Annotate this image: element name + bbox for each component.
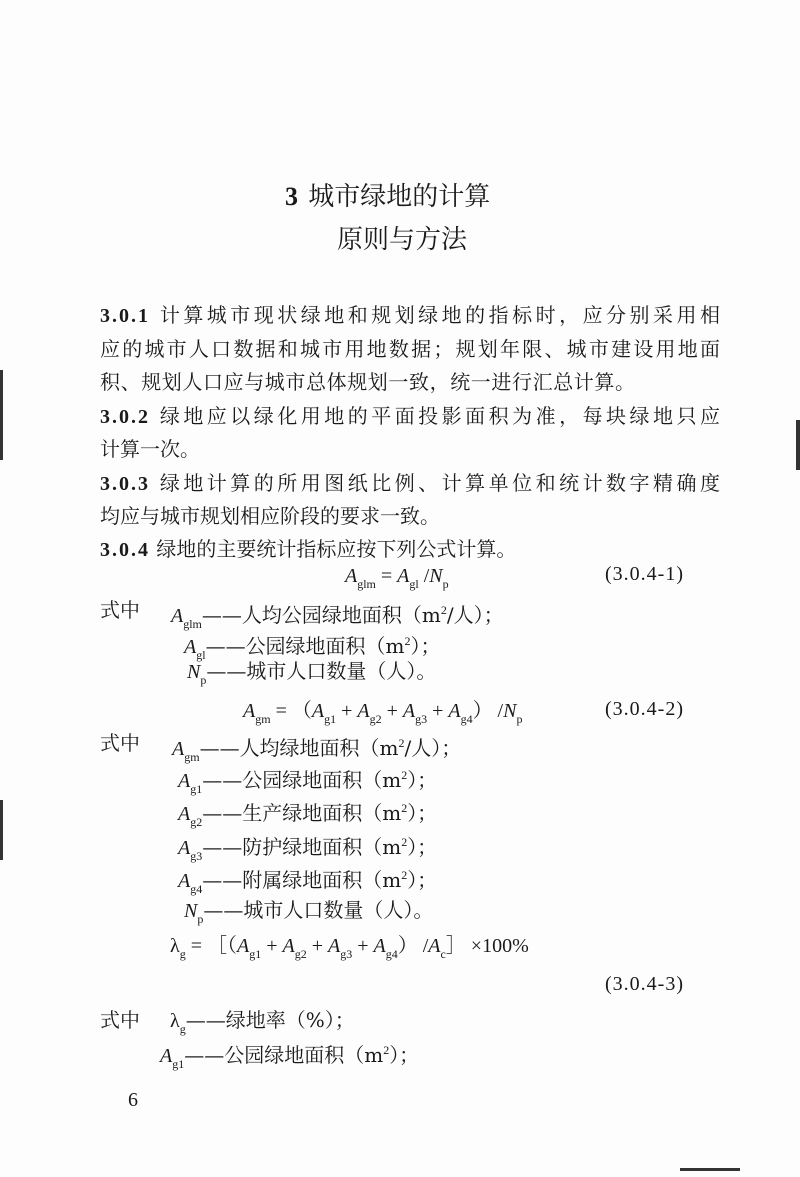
equation-label: (3.0.4-1) [605, 563, 684, 585]
text-segment: N [503, 700, 517, 722]
paragraph-line [100, 504, 440, 528]
subscript: g1 [249, 947, 262, 961]
paragraph-line [100, 337, 720, 361]
subscript: g [179, 947, 186, 961]
text-segment: = [375, 565, 398, 587]
text-segment: 绿地应以绿化用地的平面投影面积为准，每块绿地只应 [150, 404, 720, 428]
text-segment: ——生产绿地面积（m [202, 801, 402, 825]
text-segment: A [178, 837, 191, 859]
superscript: 2 [383, 1043, 390, 1057]
text-segment: /人）； [404, 736, 462, 760]
scan-edge-mark [796, 420, 800, 470]
clause-number: 3.0.3 [100, 473, 150, 495]
subscript: g4 [190, 882, 203, 896]
text-segment: A [373, 935, 386, 957]
text-segment: / [418, 565, 430, 587]
text-segment: A [178, 770, 191, 792]
subscript: gm [184, 750, 200, 764]
formula-3-0-4-2 [243, 698, 522, 731]
variable-definition [187, 659, 436, 692]
clause-number: 3.0.1 [100, 305, 150, 327]
text-segment: 均应与城市规划相应阶段的要求一致。 [100, 504, 440, 528]
clause-3-0-3 [100, 471, 720, 496]
subscript: g1 [324, 712, 337, 726]
text-segment: N [184, 900, 198, 922]
subscript: g [179, 1022, 186, 1036]
text-segment: 计算城市现状绿地和规划绿地的指标时，应分别采用相 [150, 303, 720, 327]
page-number: 6 [128, 1089, 138, 1111]
subscript: g1 [190, 782, 203, 796]
text-segment: ）； [407, 801, 438, 825]
text-segment: λ [170, 1010, 180, 1032]
equation-label: (3.0.4-2) [605, 698, 684, 720]
subscript: gl [409, 577, 419, 591]
text-segment: ） / [397, 935, 429, 957]
text-segment: ——人均公园绿地面积（m [201, 603, 441, 627]
text-segment: ——公园绿地面积（m [205, 634, 405, 658]
formula-3-0-4-3 [170, 933, 529, 966]
subscript: p [516, 712, 523, 726]
text-segment: N [187, 661, 201, 683]
superscript: 2 [401, 801, 408, 815]
text-segment: ） / [472, 700, 504, 722]
subscript: glm [357, 577, 376, 591]
text-segment: A [345, 565, 358, 587]
text-segment: A [178, 803, 191, 825]
subscript: g2 [294, 947, 307, 961]
clause-3-0-1 [100, 303, 720, 328]
subscript: c [440, 947, 446, 961]
scan-edge-mark [0, 800, 3, 860]
paragraph-line [100, 370, 636, 394]
text-segment: A [243, 700, 256, 722]
text-segment: A [327, 935, 341, 957]
subscript: p [200, 673, 207, 687]
text-segment: A [402, 700, 416, 722]
where-label: 式中 [100, 598, 140, 622]
text-segment: 应的城市人口数据和城市用地数据；规划年限、城市建设用地面 [100, 337, 720, 361]
text-segment: ——绿地率（%）； [185, 1008, 355, 1032]
superscript: 2 [401, 768, 408, 782]
text-segment: A [282, 935, 295, 957]
superscript: 2 [401, 835, 408, 849]
clause-3-0-4 [100, 537, 516, 562]
text-segment: A [311, 700, 325, 722]
text-segment: 绿地计算的所用图纸比例、计算单位和统计数字精确度 [150, 471, 720, 495]
text-segment: /人）； [446, 603, 504, 627]
text-segment: ）； [389, 1043, 420, 1067]
superscript: 2 [440, 603, 447, 617]
subscript: g3 [340, 947, 353, 961]
text-segment: A [160, 1045, 173, 1067]
text-segment: ）； [410, 634, 441, 658]
variable-definition [178, 796, 437, 834]
subscript: p [442, 577, 449, 591]
text-segment: A [357, 700, 370, 722]
subscript: g4 [385, 947, 398, 961]
where-label: 式中 [100, 1008, 140, 1032]
text-segment: + [427, 700, 449, 722]
where-label: 式中 [100, 731, 140, 755]
text-segment: ——城市人口数量（人）。 [203, 898, 434, 922]
text-segment: + [336, 700, 358, 722]
superscript: 2 [401, 868, 408, 882]
text-segment: 绿地的主要统计指标应按下列公式计算。 [150, 537, 517, 561]
subscript: glm [183, 617, 202, 631]
variable-definition [184, 898, 433, 931]
text-segment: ——城市人口数量（人）。 [206, 659, 437, 683]
text-segment: = ［（ [185, 935, 237, 957]
chapter-subtitle [337, 225, 467, 255]
subscript: g2 [190, 815, 203, 829]
text-segment: 城市绿地的计算 [300, 182, 491, 212]
text-segment: = （ [270, 700, 312, 722]
clause-number: 3.0.2 [100, 406, 150, 428]
text-segment: A [171, 605, 184, 627]
subscript: g2 [369, 712, 382, 726]
text-segment: A [172, 738, 185, 760]
text-segment: ——公园绿地面积（m [202, 768, 402, 792]
text-segment: 计算一次。 [100, 437, 200, 461]
text-segment: + [261, 935, 283, 957]
chapter-title [285, 182, 490, 212]
text-segment: A [448, 700, 461, 722]
equation-label: (3.0.4-3) [605, 973, 684, 995]
scan-edge-mark [680, 1168, 740, 1171]
variable-definition [178, 863, 437, 901]
text-segment: + [352, 935, 374, 957]
text-segment: A [236, 935, 250, 957]
text-segment: ——人均绿地面积（m [199, 736, 399, 760]
text-segment: A [178, 870, 191, 892]
text-segment: ——防护绿地面积（m [202, 835, 402, 859]
paragraph-line [100, 437, 200, 461]
text-segment: + [306, 935, 328, 957]
text-segment: ——附属绿地面积（m [202, 868, 402, 892]
text-segment: ）； [407, 868, 438, 892]
text-segment: 积、规划人口应与城市总体规划一致，统一进行汇总计算。 [100, 370, 636, 394]
subscript: g3 [415, 712, 428, 726]
text-segment: N [429, 565, 443, 587]
superscript: 2 [398, 736, 405, 750]
text-segment: ——公园绿地面积（m [184, 1043, 384, 1067]
subscript: g1 [172, 1057, 185, 1071]
text-segment: λ [170, 935, 180, 957]
text-segment: A [428, 935, 441, 957]
subscript: gm [255, 712, 271, 726]
variable-definition [170, 1008, 355, 1041]
text-segment: ］ ×100% [445, 935, 529, 957]
clause-number: 3 [285, 182, 300, 211]
subscript: g3 [190, 849, 203, 863]
subscript: gl [196, 648, 206, 662]
formula-3-0-4-1 [345, 563, 449, 596]
text-segment: + [381, 700, 403, 722]
text-segment: ）； [407, 768, 438, 792]
clause-number: 3.0.4 [100, 539, 150, 561]
text-segment: ）； [407, 835, 438, 859]
superscript: 2 [404, 634, 411, 648]
scan-edge-mark [0, 370, 3, 460]
variable-definition [160, 1038, 419, 1076]
text-segment: A [397, 565, 410, 587]
clause-3-0-2 [100, 404, 720, 429]
text-segment: A [184, 636, 197, 658]
text-segment: 原则与方法 [337, 225, 468, 255]
subscript: p [197, 912, 204, 926]
subscript: g4 [460, 712, 473, 726]
